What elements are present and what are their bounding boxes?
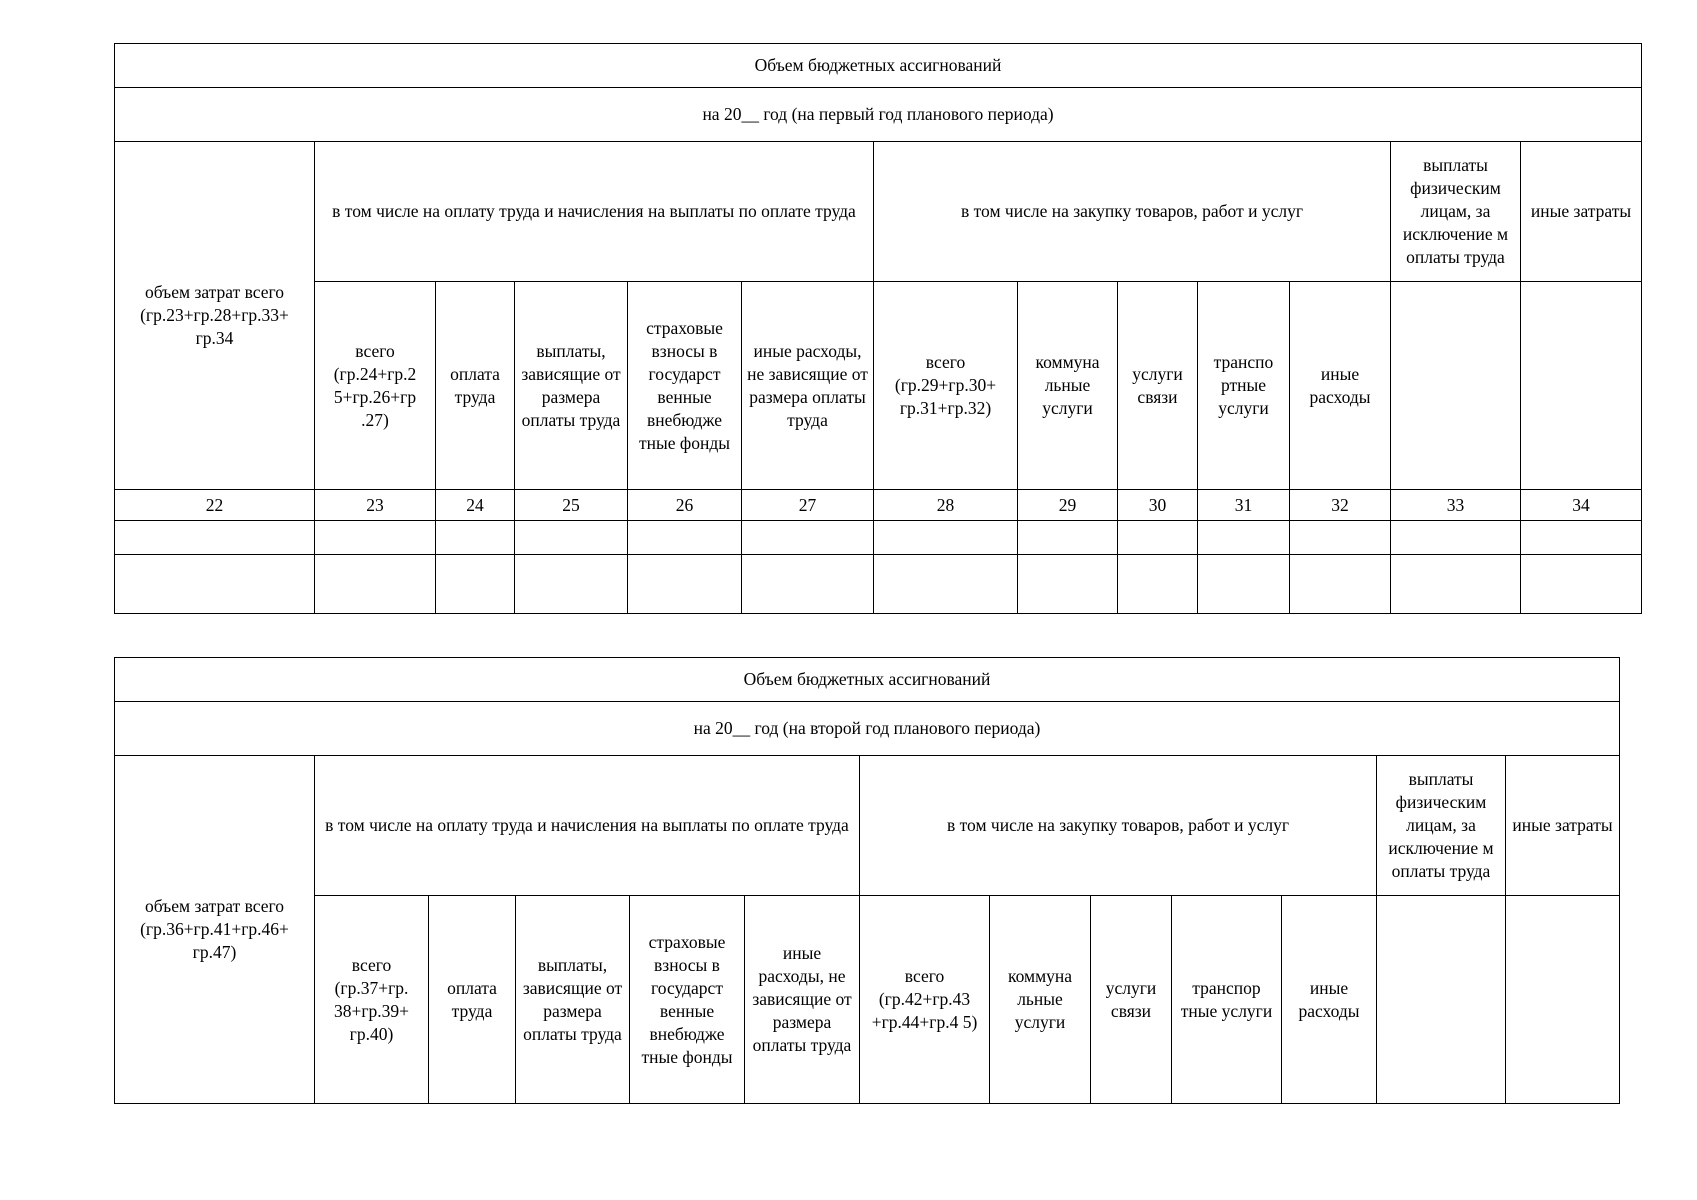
table-cell[interactable]	[1391, 521, 1521, 555]
empty-cell	[1506, 896, 1620, 1104]
column-number: 24	[436, 490, 515, 521]
total-costs-header: объем затрат всего (гр.36+гр.41+гр.46+ гр.47)	[115, 756, 315, 1104]
column-number: 26	[628, 490, 742, 521]
purchase-communication-header: услуги связи	[1118, 282, 1198, 490]
table-cell[interactable]	[874, 521, 1018, 555]
empty-cell	[1391, 282, 1521, 490]
table-cell[interactable]	[1290, 521, 1391, 555]
purchase-total-header: всего (гр.42+гр.43 +гр.44+гр.4 5)	[860, 896, 990, 1104]
labor-insurance-header: страховые взносы в государст венные внебюдже тные фонды	[628, 282, 742, 490]
labor-dependent-header: выплаты, зависящие от размера оплаты труда	[516, 896, 630, 1104]
labor-other-header: иные расходы, не зависящие от размера оплаты труда	[742, 282, 874, 490]
purchase-group-header: в том числе на закупку товаров, работ и услуг	[874, 142, 1391, 282]
phys-payments-header: выплаты физическим лицам, за исключение м оплаты труда	[1391, 142, 1521, 282]
table-row	[115, 555, 1642, 614]
other-costs-header: иные затраты	[1521, 142, 1642, 282]
purchase-transport-header: транспор тные услуги	[1172, 896, 1282, 1104]
purchase-transport-header: транспо ртные услуги	[1198, 282, 1290, 490]
table-cell[interactable]	[115, 555, 315, 614]
column-number: 22	[115, 490, 315, 521]
column-number: 34	[1521, 490, 1642, 521]
table-title: Объем бюджетных ассигнований	[115, 658, 1620, 702]
purchase-utilities-header: коммуна льные услуги	[1018, 282, 1118, 490]
column-number: 27	[742, 490, 874, 521]
column-number: 32	[1290, 490, 1391, 521]
column-number: 28	[874, 490, 1018, 521]
table-cell[interactable]	[436, 555, 515, 614]
table-cell[interactable]	[1198, 555, 1290, 614]
purchase-group-header: в том числе на закупку товаров, работ и услуг	[860, 756, 1377, 896]
table-title: Объем бюджетных ассигнований	[115, 44, 1642, 88]
table-cell[interactable]	[515, 555, 628, 614]
labor-insurance-header: страховые взносы в государст венные внебюдже тные фонды	[630, 896, 745, 1104]
labor-other-header: иные расходы, не зависящие от размера оплаты труда	[745, 896, 860, 1104]
table-cell[interactable]	[1118, 555, 1198, 614]
purchase-communication-header: услуги связи	[1091, 896, 1172, 1104]
purchase-total-header: всего (гр.29+гр.30+ гр.31+гр.32)	[874, 282, 1018, 490]
table-cell[interactable]	[315, 521, 436, 555]
column-number: 25	[515, 490, 628, 521]
labor-wages-header: оплата труда	[429, 896, 516, 1104]
table-cell[interactable]	[742, 521, 874, 555]
table-cell[interactable]	[1521, 555, 1642, 614]
table-row	[115, 521, 1642, 555]
table-cell[interactable]	[742, 555, 874, 614]
table-cell[interactable]	[115, 521, 315, 555]
labor-group-header: в том числе на оплату труда и начисления на выплаты по оплате труда	[315, 142, 874, 282]
table-cell[interactable]	[436, 521, 515, 555]
column-number: 30	[1118, 490, 1198, 521]
labor-group-header: в том числе на оплату труда и начисления на выплаты по оплате труда	[315, 756, 860, 896]
table-cell[interactable]	[315, 555, 436, 614]
total-costs-header: объем затрат всего (гр.23+гр.28+гр.33+ гр.34	[115, 142, 315, 490]
table-cell[interactable]	[515, 521, 628, 555]
labor-total-header: всего (гр.24+гр.2 5+гр.26+гр .27)	[315, 282, 436, 490]
table-cell[interactable]	[1018, 521, 1118, 555]
table-cell[interactable]	[1198, 521, 1290, 555]
column-numbers-row	[115, 490, 1642, 521]
table-cell[interactable]	[1521, 521, 1642, 555]
column-number: 29	[1018, 490, 1118, 521]
phys-payments-header: выплаты физическим лицам, за исключение м оплаты труда	[1377, 756, 1506, 896]
column-number: 23	[315, 490, 436, 521]
table-cell[interactable]	[628, 555, 742, 614]
column-number: 33	[1391, 490, 1521, 521]
table-cell[interactable]	[628, 521, 742, 555]
purchase-other-header: иные расходы	[1282, 896, 1377, 1104]
budget-table-year-1	[114, 43, 1642, 614]
empty-cell	[1521, 282, 1642, 490]
table-cell[interactable]	[1290, 555, 1391, 614]
table-period: на 20__ год (на первый год планового периода)	[115, 88, 1642, 142]
table-period: на 20__ год (на второй год планового периода)	[115, 702, 1620, 756]
purchase-other-header: иные расходы	[1290, 282, 1391, 490]
empty-cell	[1377, 896, 1506, 1104]
table-cell[interactable]	[1018, 555, 1118, 614]
labor-wages-header: оплата труда	[436, 282, 515, 490]
labor-total-header: всего (гр.37+гр. 38+гр.39+ гр.40)	[315, 896, 429, 1104]
labor-dependent-header: выплаты, зависящие от размера оплаты труда	[515, 282, 628, 490]
table-cell[interactable]	[1118, 521, 1198, 555]
table-cell[interactable]	[1391, 555, 1521, 614]
column-number: 31	[1198, 490, 1290, 521]
table-cell[interactable]	[874, 555, 1018, 614]
other-costs-header: иные затраты	[1506, 756, 1620, 896]
purchase-utilities-header: коммуна льные услуги	[990, 896, 1091, 1104]
budget-table-year-2	[114, 657, 1620, 1104]
